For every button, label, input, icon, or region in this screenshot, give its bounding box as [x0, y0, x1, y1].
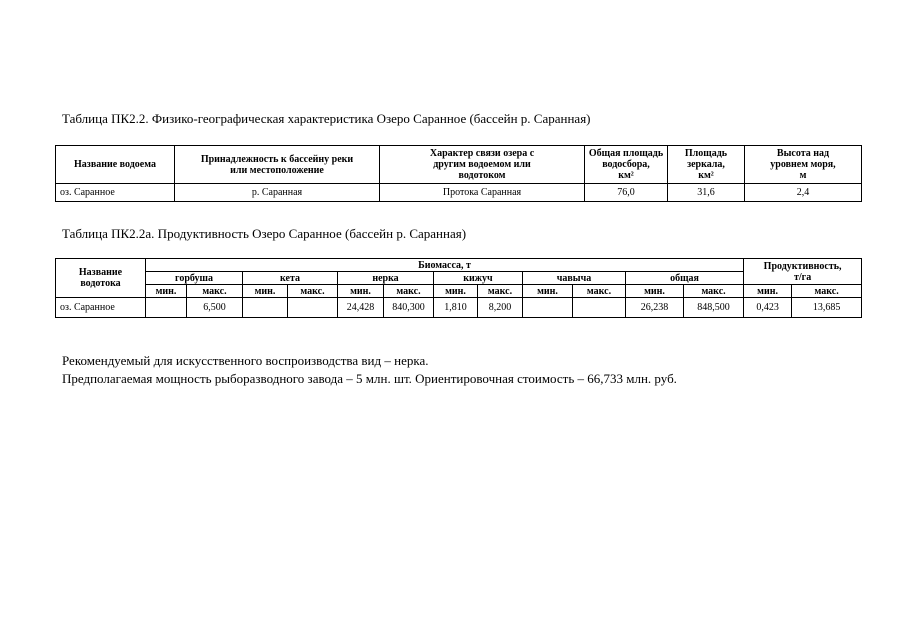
max-header: макс. — [792, 285, 862, 298]
species-header: кета — [243, 272, 338, 285]
cell-mirror: 31,6 — [668, 184, 745, 202]
cell-coho-min: 1,810 — [434, 298, 478, 318]
cell-name: оз. Саранное — [56, 184, 175, 202]
col-header-link: Характер связи озера с другим водоемом или водотоком — [380, 146, 585, 184]
cell-link: Протока Саранная — [380, 184, 585, 202]
cell-basin: р. Саранная — [175, 184, 380, 202]
min-header: мин. — [434, 285, 478, 298]
productivity-table — [55, 258, 862, 318]
table2-header-row-1 — [56, 259, 862, 272]
col-header-mirror: Площадь зеркала, км² — [668, 146, 745, 184]
cell-chinook-max — [573, 298, 626, 318]
cell-total-min: 26,238 — [626, 298, 684, 318]
table-row — [56, 184, 862, 202]
cell-productivity-max: 13,685 — [792, 298, 862, 318]
col-header-name: Название водоема — [56, 146, 175, 184]
species-header: горбуша — [146, 272, 243, 285]
hatchery-capacity-text: Предполагаемая мощность рыборазводного завода – 5 млн. шт. Ориентировочная стоимость – 66,733 млн. руб. — [62, 371, 677, 386]
cell-chum-max — [288, 298, 338, 318]
table2-caption: Таблица ПК2.2а. Продуктивность Озеро Саранное (бассейн р. Саранная) — [62, 226, 467, 241]
recommendation-text: Рекомендуемый для искусственного воспроизводства вид – нерка. — [62, 353, 429, 368]
col-header-basin: Принадлежность к бассейну реки или местоположение — [175, 146, 380, 184]
min-header: мин. — [338, 285, 384, 298]
min-header: мин. — [626, 285, 684, 298]
min-header: мин. — [744, 285, 792, 298]
col-header-height: Высота над уровнем моря, м — [745, 146, 862, 184]
col-header-catchment: Общая площадь водосбора, км² — [585, 146, 668, 184]
min-header: мин. — [523, 285, 573, 298]
max-header: макс. — [384, 285, 434, 298]
table2-header-row-3 — [56, 285, 862, 298]
cell-coho-max: 8,200 — [478, 298, 523, 318]
species-header: чавыча — [523, 272, 626, 285]
max-header: макс. — [288, 285, 338, 298]
table2-header-row-2 — [56, 272, 862, 285]
col-header-name: Название водотока — [56, 259, 146, 298]
max-header: макс. — [478, 285, 523, 298]
species-header: кижуч — [434, 272, 523, 285]
min-header: мин. — [146, 285, 187, 298]
cell-pink-max: 6,500 — [187, 298, 243, 318]
cell-sockeye-max: 840,300 — [384, 298, 434, 318]
species-header: общая — [626, 272, 744, 285]
cell-total-max: 848,500 — [684, 298, 744, 318]
max-header: макс. — [684, 285, 744, 298]
physical-geography-table — [55, 145, 862, 202]
cell-chum-min — [243, 298, 288, 318]
cell-productivity-min: 0,423 — [744, 298, 792, 318]
cell-sockeye-min: 24,428 — [338, 298, 384, 318]
cell-height: 2,4 — [745, 184, 862, 202]
table-row — [56, 298, 862, 318]
species-header: нерка — [338, 272, 434, 285]
cell-pink-min — [146, 298, 187, 318]
cell-name: оз. Саранное — [56, 298, 146, 318]
cell-chinook-min — [523, 298, 573, 318]
min-header: мин. — [243, 285, 288, 298]
col-header-productivity: Продуктивность, т/га — [744, 259, 862, 285]
max-header: макс. — [187, 285, 243, 298]
col-header-biomass: Биомасса, т — [146, 259, 744, 272]
max-header: макс. — [573, 285, 626, 298]
cell-catchment: 76,0 — [585, 184, 668, 202]
table1-caption: Таблица ПК2.2. Физико-географическая характеристика Озеро Саранное (бассейн р. Саранная) — [62, 111, 591, 126]
table1-header-row — [56, 146, 862, 184]
